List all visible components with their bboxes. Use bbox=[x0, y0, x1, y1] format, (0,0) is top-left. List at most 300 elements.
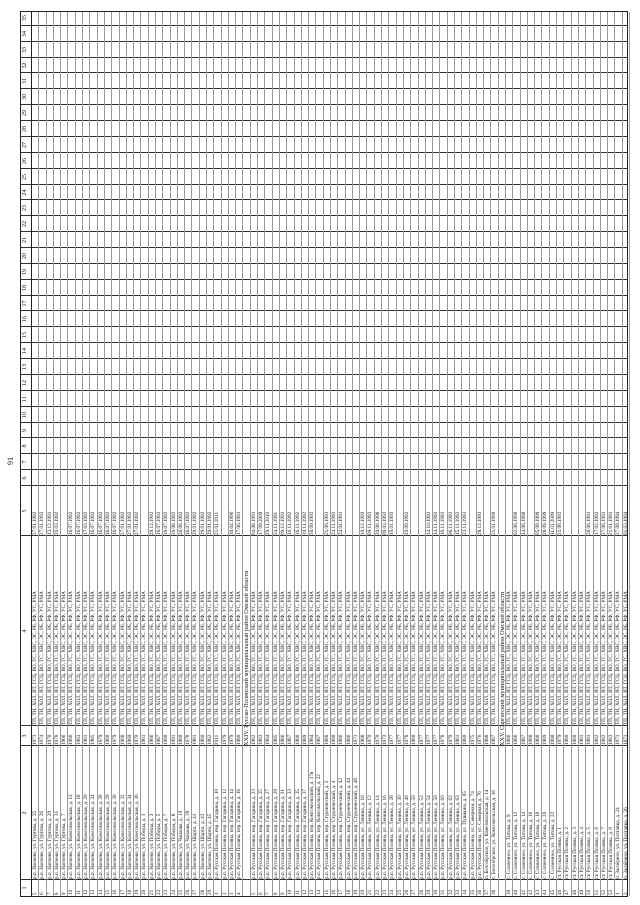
cell-n: 15 bbox=[104, 889, 111, 895]
cell-sys: ТП, ТН, ХОЛ, ВТ, ГСЦ, ВО, ГС, ХВС, ЭС, РБ, РФ, УС, РМА bbox=[389, 591, 396, 725]
cell-addr: с. Солнечное, ул. Титова, д. 9 bbox=[506, 814, 513, 879]
cell-date: 09.12.1991 bbox=[279, 511, 286, 535]
column-number: 33 bbox=[22, 47, 28, 53]
cell-year: 1980 bbox=[564, 734, 571, 745]
cell-year: 1971 bbox=[622, 734, 629, 745]
cell-date: 09.03.1992 bbox=[382, 511, 389, 535]
cell-n: 8 bbox=[53, 892, 60, 895]
cell-sys: ТП, ТН, ХОЛ, ВТ, ГСЦ, ВО, ГС, ХВС, ЭС, РБ, РФ, УС, РМА bbox=[287, 591, 294, 725]
cell-date: 29.01.1992 bbox=[207, 511, 214, 535]
cell-addr: р.п. Русская Поляна, ул. Ленина, д. 54 bbox=[425, 795, 432, 879]
cell-date: 15.11.1993 bbox=[454, 511, 461, 535]
cell-year: 1971 bbox=[615, 734, 622, 745]
cell-date: 27.09.1994 bbox=[615, 511, 622, 535]
cell-sys: ТП, ТН, ХОЛ, ВТ, ГСЦ, ВО, ГС, ХВС, ЭС, РБ, РФ, УС, РМА bbox=[418, 591, 425, 725]
cell-date: 21.08.1992 bbox=[557, 511, 564, 535]
cell-sys: ТП, ТН, ХОЛ, ВТ, ГСЦ, ВО, ГС, ХВС, ЭС, РБ, РФ, УС, РМА bbox=[374, 591, 381, 725]
cell-sys: ТП, ТН, ХОЛ, ВТ, ГСЦ, ВО, ГС, ХВС, ЭС, РБ, РФ, УС, РМА bbox=[593, 591, 600, 725]
cell-date: 10.01.1993 bbox=[389, 511, 396, 535]
cell-sys: ТП, ТН, ХОЛ, ВТ, ГСЦ, ВО, ГС, ХВС, ЭС, РБ, РФ, УС, РМА bbox=[564, 591, 571, 725]
cell-sys: ТП, ТН, ХОЛ, ВТ, ГСЦ, ВО, ГС, ХВС, ЭС, РБ, РФ, УС, РМА bbox=[163, 591, 170, 725]
cell-addr: р.п. Русская Поляна, ул. Ленина, д. 52 bbox=[418, 795, 425, 879]
cell-date: 17.02.1992 bbox=[593, 511, 600, 535]
cell-sys: ТП, ТН, ХОЛ, ВТ, ГСЦ, ВО, ГС, ХВС, ЭС, РБ, РФ, УС, РМА bbox=[352, 591, 359, 725]
cell-date: 21.01.1991 bbox=[608, 511, 615, 535]
cell-addr: р.п. Нагиево, ул. Победы, д. 1 bbox=[141, 813, 148, 879]
cell-sys: ТП, ТН, ХОЛ, ВТ, ГСЦ, ВО, ГС, ХВС, ЭС, РБ, РФ, УС, РМА bbox=[199, 591, 206, 725]
cell-addr: р.п. Русская Поляна, пер. Студенческий, д. 46 bbox=[352, 778, 359, 879]
cell-date: 29.12.1992 bbox=[148, 511, 155, 535]
cell-n: 48 bbox=[571, 889, 578, 895]
cell-year: 1986 bbox=[513, 734, 520, 745]
cell-date: 26.08.1992 bbox=[177, 511, 184, 535]
cell-sys: ТП, ТН, ХОЛ, ВТ, ГСЦ, ВО, ГС, ХВС, ЭС, РБ, РФ, УС, РМА bbox=[294, 591, 301, 725]
cell-sys: ТП, ТН, ХОЛ, ВТ, ГСЦ, ВО, ГС, ХВС, ЭС, РБ, РФ, УС, РМА bbox=[126, 591, 133, 725]
cell-year: 1968 bbox=[360, 734, 367, 745]
cell-date: 16.11.1992 bbox=[294, 511, 301, 535]
cell-year: 1981 bbox=[83, 734, 90, 745]
column-number: 17 bbox=[22, 300, 28, 307]
cell-date: 27.01.1992 bbox=[134, 511, 141, 535]
cell-addr: р.п. Нагиево, ул. Комсомольская, д. 20 bbox=[83, 794, 90, 879]
cell-sys: ТП, ТН, ХОЛ, ВТ, ГСЦ, ВО, ГС, ХВС, ЭС, РБ, РФ, УС, РМА bbox=[177, 591, 184, 725]
cell-addr: р.п. Русская Поляна, пер. Гагарина, д. 10 bbox=[214, 788, 221, 879]
cell-n: 2 bbox=[221, 892, 228, 895]
cell-addr: р.п. Нагиево, ул. Гуртова, д. 31 bbox=[53, 810, 60, 879]
cell-n: 9 bbox=[279, 892, 286, 895]
column-number: 32 bbox=[22, 62, 28, 69]
cell-n: 23 bbox=[382, 889, 389, 895]
cell-sys: ТП, ТН, ХОЛ, ВТ, ГСЦ, ВО, ГС, ХВС, ЭС, РБ, РФ, УС, РМА bbox=[425, 591, 432, 725]
cell-date: 05.09.1999 bbox=[535, 511, 542, 535]
cell-addr: р.п. Нагиево, ул. Гуртова, д. 25 bbox=[32, 810, 38, 879]
cell-addr: р.п. Русская Поляна, ул. Ленина, д. 28 bbox=[389, 795, 396, 879]
cell-date: 14.11.1993 bbox=[433, 511, 440, 535]
cell-n: 11 bbox=[75, 890, 82, 895]
cell-year: 1982 bbox=[250, 734, 257, 745]
cell-sys: ТП, ТН, ХОЛ, ВТ, ГСЦ, ВО, ГС, ХВС, ЭС, РБ, РФ, УС, РМА bbox=[615, 591, 622, 725]
cell-addr: р.п. Нагиево, ул. Чапаева, д. 10 bbox=[177, 810, 184, 879]
cell-sys: ТП, ТН, ХОЛ, ВТ, ГСЦ, ВО, ГС, ХВС, ЭС, РБ, РФ, УС, РМА bbox=[141, 591, 148, 725]
cell-year: 1979 bbox=[447, 734, 454, 745]
cell-sys: ТП, ТН, ХОЛ, ВТ, ГСЦ, ВО, ГС, ХВС, ЭС, РБ, РФ, УС, РМА bbox=[170, 591, 177, 725]
cell-addr: р.п. Нагиево, ул. Победы, д. 7 bbox=[163, 813, 170, 879]
cell-n: 14 bbox=[97, 889, 104, 895]
cell-addr: р.п. Русская Поляна, ул. Ленина, д. 56 bbox=[433, 795, 440, 879]
cell-year: 1982 bbox=[593, 734, 600, 745]
cell-n: 10 bbox=[68, 889, 75, 895]
cell-sys: ТП, ТН, ХОЛ, ВТ, ГСЦ, ВО, ГС, ХВС, ЭС, РБ, РФ, УС, РМА bbox=[83, 591, 90, 725]
cell-year: 1986 bbox=[338, 734, 345, 745]
cell-sys: ТП, ТН, ХОЛ, ВТ, ГСЦ, ВО, ГС, ХВС, ЭС, РБ, РФ, УС, РМА bbox=[301, 591, 308, 725]
cell-year: 1975 bbox=[469, 734, 476, 745]
cell-n: 24 bbox=[170, 889, 177, 895]
cell-year: 1970 bbox=[46, 734, 53, 745]
column-number: 8 bbox=[22, 444, 28, 448]
column-number: 2 bbox=[22, 811, 28, 815]
cell-addr: р.п. Русская Поляна, пер. Комсомольский, д. 22 bbox=[316, 774, 323, 879]
cell-year: 1989 bbox=[542, 734, 549, 745]
cell-addr: п. Заозёрное, ул. Полтавца, д. 26 bbox=[622, 807, 629, 879]
cell-n: 3 bbox=[228, 892, 235, 895]
cell-sys: ТП, ТН, ХОЛ, ВТ, ГСЦ, ВО, ГС, ХВС, ЭС, РБ, РФ, УС, РМА bbox=[396, 591, 403, 725]
column-number: 27 bbox=[22, 142, 28, 148]
cell-addr: ст. Русская Поляна, д. 4 bbox=[578, 826, 585, 879]
cell-date: 09.11.1993 bbox=[367, 511, 374, 535]
column-number: 5 bbox=[22, 509, 28, 513]
cell-year: 1973 bbox=[32, 734, 38, 745]
cell-year: 1981 bbox=[141, 734, 148, 745]
cell-year: 1979 bbox=[221, 734, 228, 745]
cell-n: 34 bbox=[462, 889, 469, 895]
column-number: 12 bbox=[22, 380, 28, 386]
cell-addr: с. Солнечное, ул. Титова, д. 14 bbox=[520, 811, 527, 879]
cell-year: 1974 bbox=[39, 734, 46, 745]
cell-date: 06.11.1993 bbox=[447, 511, 454, 535]
cell-n: 52 bbox=[600, 889, 607, 895]
cell-n: 26 bbox=[403, 889, 410, 895]
cell-date: 28.09.1999 bbox=[542, 511, 549, 535]
cell-sys: ТП, ТН, ХОЛ, ВТ, ГСЦ, ВО, ГС, ХВС, ЭС, РБ, РФ, УС, РМА bbox=[90, 591, 97, 725]
cell-date: 13.12.1991 bbox=[46, 511, 53, 535]
cell-addr: р.п. Русская Поляна, ул. Ленина, д. 46 bbox=[403, 795, 410, 879]
column-number: 3 bbox=[22, 734, 28, 738]
cell-addr: с. Солнечное, ул. Титова, д. 16 bbox=[527, 811, 534, 879]
cell-addr: р.п. Русская Поляна, пер. Гагарина, д. 12 bbox=[221, 788, 228, 879]
cell-year: 2011 bbox=[214, 734, 221, 745]
cell-addr: р.п. Русская Поляна, ул. Ленина, д. 50 bbox=[411, 795, 418, 879]
cell-n: 20 bbox=[141, 889, 148, 895]
cell-year: 1980 bbox=[236, 734, 243, 745]
cell-year: 1983 bbox=[608, 734, 615, 745]
cell-sys: ТП, ТН, ХОЛ, ВТ, ГСЦ, ВО, ГС, ХВС, ЭС, РБ, РФ, УС, РМА bbox=[433, 591, 440, 725]
cell-addr: р.п. Русская Поляна, ул. Ленина, д. 62 bbox=[447, 795, 454, 879]
cell-n: 41 bbox=[520, 889, 527, 895]
cell-n: 23 bbox=[163, 889, 170, 895]
cell-addr: р.п. Нагиево, ул. Гуртова, д. 26 bbox=[39, 810, 46, 879]
cell-date: 29.01.1992 bbox=[192, 511, 199, 535]
cell-sys: ТП, ТН, ХОЛ, ВТ, ГСЦ, ВО, ГС, ХВС, ЭС, РБ, РФ, УС, РМА bbox=[549, 591, 556, 725]
cell-n: 6 bbox=[39, 892, 46, 895]
cell-addr: п. Белозёрское, ул. Комсомольская, д. 14 bbox=[484, 789, 491, 879]
cell-year: 1977 bbox=[433, 734, 440, 745]
cell-year: 1979 bbox=[112, 734, 119, 745]
cell-n: 39 bbox=[506, 889, 513, 895]
cell-n: 22 bbox=[374, 889, 381, 895]
cell-addr: с. Солнечное, ул. Титова, д. 18 bbox=[535, 811, 542, 879]
cell-n: 21 bbox=[367, 889, 374, 895]
cell-year: 1978 bbox=[53, 734, 60, 745]
cell-sys: ТП, ТН, ХОЛ, ВТ, ГСЦ, ВО, ГС, ХВС, ЭС, РБ, РФ, УС, РМА bbox=[221, 591, 228, 725]
cell-n: 29 bbox=[207, 889, 214, 895]
cell-n: 27 bbox=[192, 889, 199, 895]
cell-sys: ТП, ТН, ХОЛ, ВТ, ГСЦ, ВО, ГС, ХВС, ЭС, РБ, РФ, УС, РМА bbox=[338, 591, 345, 725]
cell-year: 1986 bbox=[279, 734, 286, 745]
cell-date: 27.01.1992 bbox=[119, 511, 126, 535]
cell-year: 1977 bbox=[389, 734, 396, 745]
cell-sys: ТП, ТН, ХОЛ, ВТ, ГСЦ, ВО, ГС, ХВС, ЭС, РБ, РФ, УС, РМА bbox=[104, 591, 111, 725]
cell-n: 2 bbox=[622, 892, 629, 895]
cell-addr: ст. Русская Поляна, д. 2 bbox=[564, 826, 571, 879]
cell-addr: р.п. Нагиево, ул. Комсомольская, д. 18 bbox=[75, 794, 82, 879]
cell-sys: ТП, ТН, ХОЛ, ВТ, ГСЦ, ВО, ГС, ХВС, ЭС, РБ, РФ, УС, РМА bbox=[258, 591, 265, 725]
cell-sys: ТП, ТН, ХОЛ, ВТ, ГСЦ, ВО, ГС, ХВС, ЭС, РБ, РФ, УС, РМА bbox=[75, 591, 82, 725]
cell-n: 19 bbox=[352, 889, 359, 895]
cell-sys: ТП, ТН, ХОЛ, ВТ, ГСЦ, ВО, ГС, ХВС, ЭС, РБ, РФ, УС, РМА bbox=[39, 591, 46, 725]
cell-sys: ТП, ТН, ХОЛ, ВТ, ГСЦ, ВО, ГС, ХВС, ЭС, РБ, РФ, УС, РМА bbox=[411, 591, 418, 725]
cell-n: 18 bbox=[126, 889, 133, 895]
cell-n: 38 bbox=[491, 889, 498, 895]
cell-sys: ТП, ТН, ХОЛ, ВТ, ГСЦ, ВО, ГС, ХВС, ЭС, РБ, РФ, УС, РМА bbox=[557, 591, 564, 725]
cell-addr: р.п. Русская Поляна, пер. Гагарина, д. 31 bbox=[279, 788, 286, 879]
cell-year: 1987 bbox=[520, 734, 527, 745]
cell-date: 28.12.1993 bbox=[476, 511, 483, 535]
cell-sys: ТП, ТН, ХОЛ, ВТ, ГСЦ, ВО, ГС, ХВС, ЭС, РБ, РФ, УС, РМА bbox=[228, 591, 235, 725]
cell-sys: ТП, ТН, ХОЛ, ВТ, ГСЦ, ВО, ГС, ХВС, ЭС, РБ, РФ, УС, РМА bbox=[462, 591, 469, 725]
cell-date: 30.04.1996 bbox=[228, 511, 235, 535]
cell-year: 1968 bbox=[119, 734, 126, 745]
cell-year: 1986 bbox=[68, 734, 75, 745]
cell-year: 1987 bbox=[155, 734, 162, 745]
cell-addr: р.п. Нагиево, ул. Комсомольская, д. 28 bbox=[97, 794, 104, 879]
cell-n: 18 bbox=[345, 889, 352, 895]
cell-addr: р.п. Русская Поляна, пер. Гагарина, д. 29 bbox=[272, 788, 279, 879]
cell-addr: р.п. Русская Поляна, пер. Гагарина, д. 25 bbox=[258, 788, 265, 879]
cell-addr: р.п. Нагиево, ул. Комсомольская, д. 34 bbox=[126, 794, 133, 879]
cell-addr: р.п. Нагиево, ул. Комсомольская, д. 36 bbox=[134, 794, 141, 879]
cell-date: 17.06.1991 bbox=[236, 511, 243, 535]
cell-sys: ТП, ТН, ХОЛ, ВТ, ГСЦ, ВО, ГС, ХВС, ЭС, РБ, РФ, УС, РМА bbox=[586, 591, 593, 725]
cell-addr: р.п. Русская Поляна, ул. Ленина, д. 14 bbox=[374, 795, 381, 879]
cell-year: 1990 bbox=[549, 734, 556, 745]
cell-date: 16.07.1992 bbox=[185, 511, 192, 535]
cell-date: 24.04.1991 bbox=[338, 511, 345, 535]
cell-date: 16.07.1992 bbox=[90, 511, 97, 535]
cell-n: 47 bbox=[564, 889, 571, 895]
cell-sys: ТП, ТН, ХОЛ, ВТ, ГСЦ, ВО, ГС, ХВС, ЭС, РБ, РФ, УС, РМА bbox=[97, 591, 104, 725]
cell-year: 1990 bbox=[331, 734, 337, 745]
cell-date: 29.11.2010 bbox=[265, 511, 272, 535]
cell-sys: ТП, ТН, ХОЛ, ВТ, ГСЦ, ВО, ГС, ХВС, ЭС, РБ, РФ, УС, РМА bbox=[236, 591, 243, 725]
cell-sys: ТП, ТН, ХОЛ, ВТ, ГСЦ, ВО, ГС, ХВС, ЭС, РБ, РФ, УС, РМА bbox=[484, 591, 491, 725]
cell-n: 43 bbox=[535, 889, 542, 895]
column-number: 1 bbox=[22, 886, 28, 890]
cell-addr: р.п. Нагиево, ул. Победы, д. 8 bbox=[170, 813, 177, 879]
cell-addr: п. Заозёрное, ул. Полтавца, д. 24 bbox=[615, 807, 622, 879]
cell-year: 1982 bbox=[600, 734, 607, 745]
cell-year: 1985 bbox=[272, 734, 279, 745]
cell-n: 32 bbox=[447, 889, 454, 895]
cell-sys: ТП, ТН, ХОЛ, ВТ, ГСЦ, ВО, ГС, ХВС, ЭС, РБ, РФ, УС, РМА bbox=[134, 591, 141, 725]
cell-year: 1977 bbox=[396, 734, 403, 745]
cell-addr: р.п. Нагиево, ул. Комсомольская, д. 13 bbox=[68, 794, 75, 879]
page-number: 91 bbox=[6, 457, 15, 465]
cell-sys: ТП, ТН, ХОЛ, ВТ, ГСЦ, ВО, ГС, ХВС, ЭС, РБ, РФ, УС, РМА bbox=[68, 591, 75, 725]
column-number: 26 bbox=[22, 158, 28, 164]
cell-addr: ст. Русская Поляна, д. 5 bbox=[586, 826, 593, 879]
cell-n: 31 bbox=[440, 889, 447, 895]
cell-n: 25 bbox=[396, 889, 403, 895]
column-number: 16 bbox=[22, 316, 28, 322]
cell-sys: ТП, ТН, ХОЛ, ВТ, ГСЦ, ВО, ГС, ХВС, ЭС, РБ, РФ, УС, РМА bbox=[608, 591, 615, 725]
column-number: 9 bbox=[22, 429, 28, 432]
cell-year: 1972 bbox=[382, 734, 389, 745]
cell-year: 1988 bbox=[484, 734, 491, 745]
cell-n: 1 bbox=[615, 892, 622, 895]
column-number: 24 bbox=[22, 189, 28, 196]
cell-n: 22 bbox=[155, 889, 162, 895]
cell-n: 16 bbox=[331, 889, 337, 895]
cell-addr: р.п. Русская Поляна, пер. Студенческий, д. 2 bbox=[323, 780, 330, 879]
cell-year: 1977 bbox=[418, 734, 425, 745]
cell-addr: р.п. Нагиево, ул. Комсомольская, д. 32 bbox=[119, 794, 126, 879]
column-number: 10 bbox=[22, 412, 28, 418]
cell-year: 1971 bbox=[352, 734, 359, 745]
cell-year: 1986 bbox=[148, 734, 155, 745]
cell-addr: р.п. Русская Поляна, пер. Студенческий, д. 4 bbox=[331, 780, 337, 879]
cell-year: 1988 bbox=[294, 734, 301, 745]
cell-year: 1990 bbox=[163, 734, 170, 745]
cell-year: 1983 bbox=[258, 734, 265, 745]
cell-n: 16 bbox=[112, 889, 119, 895]
cell-year: 1980 bbox=[177, 734, 184, 745]
column-number: 25 bbox=[22, 174, 28, 180]
cell-year: 1985 bbox=[90, 734, 97, 745]
cell-sys: ТП, ТН, ХОЛ, ВТ, ГСЦ, ВО, ГС, ХВС, ЭС, РБ, РФ, УС, РМА bbox=[185, 591, 192, 725]
cell-sys: ТП, ТН, ХОЛ, ВТ, ГСЦ, ВО, ГС, ХВС, ЭС, РБ, РФ, УС, РМА bbox=[309, 591, 316, 725]
cell-year: 1987 bbox=[491, 734, 498, 745]
cell-n: 35 bbox=[469, 889, 476, 895]
cell-n: 5 bbox=[32, 892, 38, 895]
cell-date: 27.01.1992 bbox=[126, 511, 133, 535]
cell-year: 1978 bbox=[403, 734, 410, 745]
column-number: 15 bbox=[22, 332, 28, 338]
cell-year: 1980 bbox=[199, 734, 206, 745]
cell-date: 30.09.1992 bbox=[309, 511, 316, 535]
cell-sys: ТП, ТН, ХОЛ, ВТ, ГСЦ, ВО, ГС, ХВС, ЭС, РБ, РФ, УС, РМА bbox=[527, 591, 534, 725]
cell-year: 1986 bbox=[506, 734, 513, 745]
cell-year: 1980 bbox=[571, 734, 578, 745]
cell-n: 24 bbox=[389, 889, 396, 895]
cell-year: 1977 bbox=[425, 734, 432, 745]
cell-n: 49 bbox=[578, 889, 585, 895]
cell-n: 1 bbox=[214, 892, 221, 895]
cell-n: 21 bbox=[148, 889, 155, 895]
cell-sys: ТП, ТН, ХОЛ, ВТ, ГСЦ, ВО, ГС, ХВС, ЭС, РБ, РФ, УС, РМА bbox=[622, 591, 629, 725]
column-number: 4 bbox=[22, 629, 28, 633]
cell-year: 1981 bbox=[192, 734, 199, 745]
cell-addr: р.п. Русская Поляна, ул. Ленина, д. 12 bbox=[367, 795, 374, 879]
cell-sys: ТП, ТН, ХОЛ, ВТ, ГСЦ, ВО, ГС, ХВС, ЭС, РБ, РФ, УС, РМА bbox=[32, 591, 38, 725]
cell-year: 1986 bbox=[345, 734, 352, 745]
cell-sys: ТП, ТН, ХОЛ, ВТ, ГСЦ, ВО, ГС, ХВС, ЭС, РБ, РФ, УС, РМА bbox=[207, 591, 214, 725]
cell-sys: ТП, ТН, ХОЛ, ВТ, ГСЦ, ВО, ГС, ХВС, ЭС, РБ, РФ, УС, РМА bbox=[345, 591, 352, 725]
cell-sys: ТП, ТН, ХОЛ, ВТ, ГСЦ, ВО, ГС, ХВС, ЭС, РБ, РФ, УС, РМА bbox=[571, 591, 578, 725]
section-heading: XXV. Саргатский муниципальный район Омской области bbox=[498, 591, 506, 746]
cell-n: 11 bbox=[294, 890, 301, 895]
cell-sys: ТП, ТН, ХОЛ, ВТ, ГСЦ, ВО, ГС, ХВС, ЭС, РБ, РФ, УС, РМА bbox=[192, 591, 199, 725]
cell-date: 17.03.1992 bbox=[83, 511, 90, 535]
cell-sys: ТП, ТН, ХОЛ, ВТ, ГСЦ, ВО, ГС, ХВС, ЭС, РБ, РФ, УС, РМА bbox=[112, 591, 119, 725]
cell-addr: р.п. Нагиево, ул. Гуртова, д. 7 bbox=[61, 813, 68, 879]
cell-addr: с. Солнечное, ул. Титова, д. 12 bbox=[513, 811, 520, 879]
cell-date: 27.06.1991 bbox=[600, 511, 607, 535]
cell-n: 28 bbox=[199, 889, 206, 895]
cell-date: 16.07.1992 bbox=[75, 511, 82, 535]
cell-date: 27.01.1992 bbox=[32, 511, 38, 535]
cell-addr: р.п. Нагиево, ул. Комсомольская, д. 30 bbox=[112, 794, 119, 879]
cell-sys: ТП, ТН, ХОЛ, ВТ, ГСЦ, ВО, ГС, ХВС, ЭС, РБ, РФ, УС, РМА bbox=[600, 591, 607, 725]
cell-n: 7 bbox=[265, 892, 272, 895]
cell-sys: ТП, ТН, ХОЛ, ВТ, ГСЦ, ВО, ГС, ХВС, ЭС, РБ, РФ, УС, РМА bbox=[46, 591, 53, 725]
cell-sys: ТП, ТН, ХОЛ, ВТ, ГСЦ, ВО, ГС, ХВС, ЭС, РБ, РФ, УС, РМА bbox=[53, 591, 60, 725]
cell-date: 21.06.1993 bbox=[323, 511, 330, 535]
cell-year: 1978 bbox=[185, 734, 192, 745]
cell-addr: р.п. Русская Поляна, пер. Студенческий, д. 44 bbox=[345, 778, 352, 879]
cell-addr: р.п. Русская Поляна, пер. Гагарина, д. 33 bbox=[287, 788, 294, 879]
cell-n: 28 bbox=[418, 889, 425, 895]
cell-year: 1980 bbox=[462, 734, 469, 745]
cell-date: 29.01.1992 bbox=[199, 511, 206, 535]
cell-year: 1978 bbox=[440, 734, 447, 745]
cell-year: 1970 bbox=[374, 734, 381, 745]
cell-date: 21.01.1990 bbox=[491, 511, 498, 535]
cell-n: 14 bbox=[316, 889, 323, 895]
cell-date: 20.08.1998 bbox=[374, 511, 381, 535]
cell-n: 15 bbox=[323, 889, 330, 895]
cell-year: 1988 bbox=[535, 734, 542, 745]
cell-addr: р.п. Нагиево, ул. Шарта, д. 41 bbox=[192, 813, 199, 879]
column-number: 30 bbox=[22, 94, 28, 100]
cell-n: 42 bbox=[527, 889, 534, 895]
cell-date: 01.03.1994 bbox=[622, 511, 629, 535]
cell-sys: ТП, ТН, ХОЛ, ВТ, ГСЦ, ВО, ГС, ХВС, ЭС, РБ, РФ, УС, РМА bbox=[323, 591, 330, 725]
cell-n: 36 bbox=[476, 889, 483, 895]
cell-addr: р.п. Русская Поляна, пер. Гагарина, д. 35 bbox=[294, 788, 301, 879]
cell-sys: ТП, ТН, ХОЛ, ВТ, ГСЦ, ВО, ГС, ХВС, ЭС, РБ, РФ, УС, РМА bbox=[214, 591, 221, 725]
cell-date: 16.11.1993 bbox=[440, 511, 447, 535]
cell-sys: ТП, ТН, ХОЛ, ВТ, ГСЦ, ВО, ГС, ХВС, ЭС, РБ, РФ, УС, РМА bbox=[520, 591, 527, 725]
cell-date: 11.01.2009 bbox=[549, 511, 556, 535]
cell-addr: ст. Русская Поляна, д. 8 bbox=[608, 826, 615, 879]
cell-sys: ТП, ТН, ХОЛ, ВТ, ГСЦ, ВО, ГС, ХВС, ЭС, РБ, РФ, УС, РМА bbox=[578, 591, 585, 725]
cell-addr: р.п. Нагиево, ул. Шарта, д. 45 bbox=[207, 813, 214, 879]
cell-sys: ТП, ТН, ХОЛ, ВТ, ГСЦ, ВО, ГС, ХВС, ЭС, РБ, РФ, УС, РМА bbox=[367, 591, 374, 725]
cell-n: 8 bbox=[272, 892, 279, 895]
cell-year: 1981 bbox=[578, 734, 585, 745]
cell-n: 7 bbox=[46, 892, 53, 895]
register-table bbox=[20, 11, 628, 897]
cell-year: 1970 bbox=[134, 734, 141, 745]
cell-addr: ст. Русская Поляна, д. 1 bbox=[557, 826, 564, 879]
cell-addr: р.п. Русская Поляна, ул. Ленина, д. 63 bbox=[454, 795, 461, 879]
cell-date: 10.12.1993 bbox=[360, 511, 367, 535]
cell-date: 21.01.2011 bbox=[214, 511, 221, 535]
cell-n: 26 bbox=[185, 889, 192, 895]
cell-year: 1987 bbox=[287, 734, 294, 745]
cell-n: 40 bbox=[513, 889, 520, 895]
column-number: 20 bbox=[22, 253, 28, 259]
cell-sys: ТП, ТН, ХОЛ, ВТ, ГСЦ, ВО, ГС, ХВС, ЭС, РБ, РФ, УС, РМА bbox=[316, 591, 323, 725]
cell-date: 16.07.1992 bbox=[112, 511, 119, 535]
cell-date: 27.01.1992 bbox=[39, 511, 46, 535]
cell-year: 1988 bbox=[527, 734, 534, 745]
cell-date: 14.06.1990 bbox=[520, 511, 527, 535]
cell-date: 28.06.1991 bbox=[586, 511, 593, 535]
cell-addr: ст. Русская Поляна, д. 6 bbox=[593, 826, 600, 879]
cell-sys: ТП, ТН, ХОЛ, ВТ, ГСЦ, ВО, ГС, ХВС, ЭС, РБ, РФ, УС, РМА bbox=[148, 591, 155, 725]
cell-n: 4 bbox=[236, 892, 243, 895]
